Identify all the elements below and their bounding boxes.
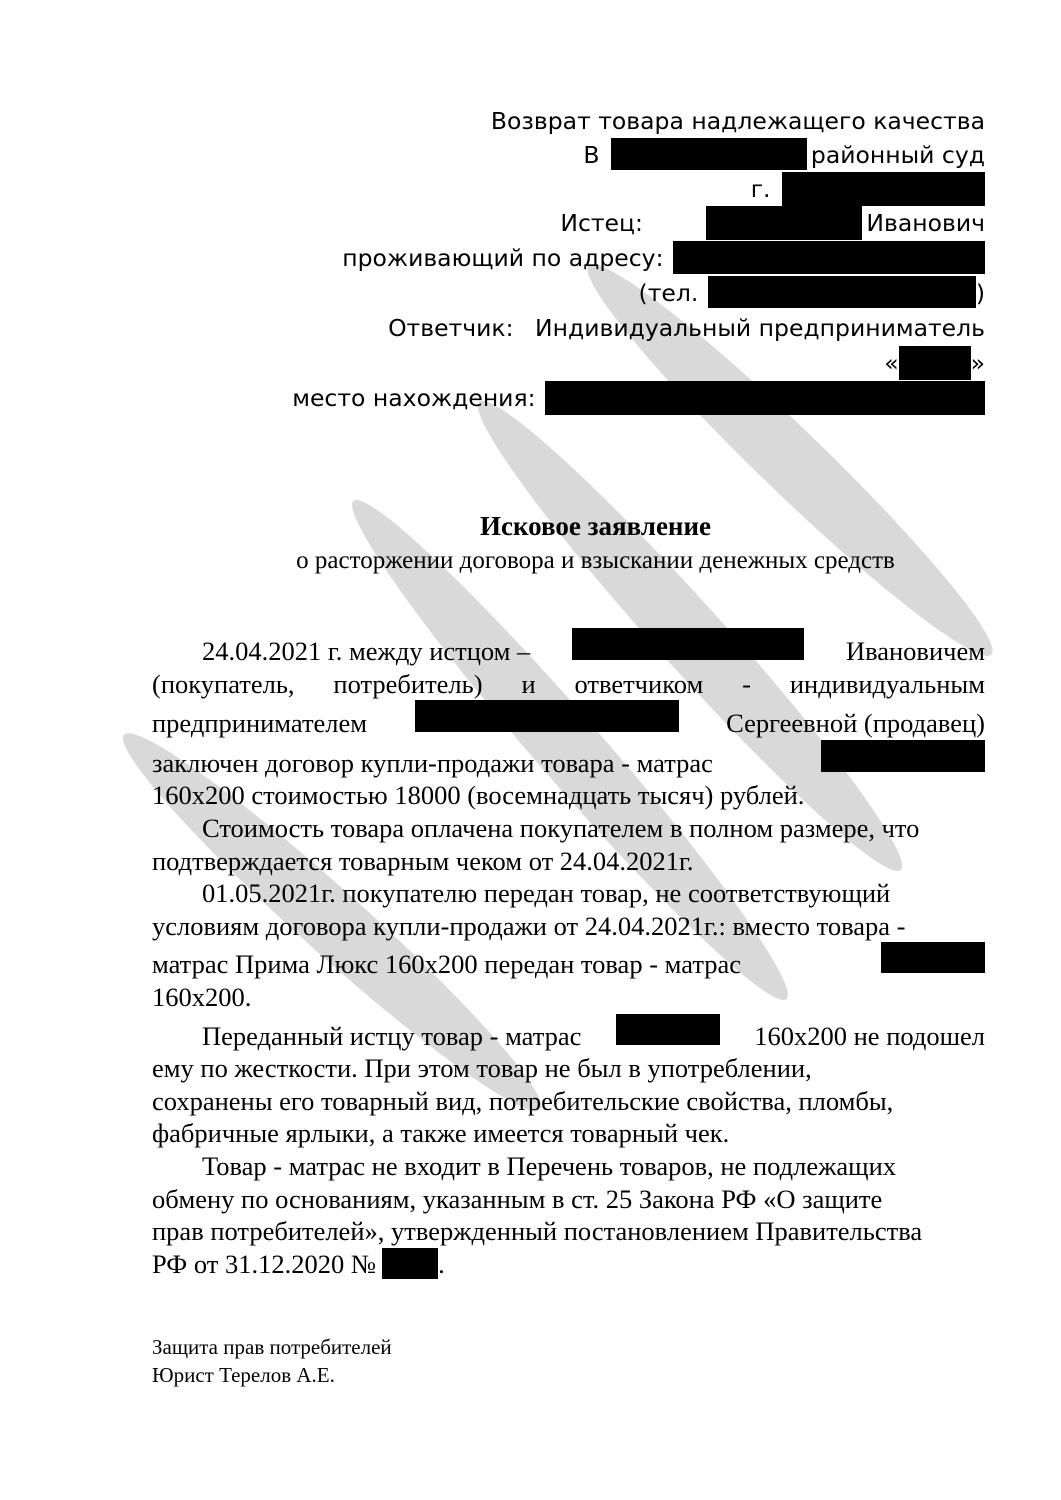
redacted-plaintiff-fullname: [572, 628, 804, 660]
text: фабричные ярлыки, а также имеется товарный чек.: [152, 1118, 730, 1149]
court-line: [583, 138, 985, 172]
paragraph-4-line-3: [152, 1085, 985, 1118]
text: обмену по основаниям, указанным в ст. 25 Закона РФ «О защите: [152, 1183, 883, 1214]
text: 160х200 не подошел: [754, 1020, 985, 1051]
plaintiff-label: Истец:: [560, 209, 643, 237]
text: Товар - матрас не входит в Перечень товаров, не подлежащих: [202, 1150, 896, 1181]
redacted-defendant-name: [899, 346, 971, 380]
paragraph-3-line-2: [152, 910, 985, 943]
city-line: [751, 172, 985, 206]
paragraph-4-line-2: [152, 1052, 985, 1085]
text: ответчиком: [574, 668, 704, 699]
paragraph-1-line-3: [152, 700, 985, 740]
paragraph-3-line-3: [152, 942, 985, 981]
signature-organization: Защита прав потребителей: [152, 1335, 392, 1359]
text: Ивановичем: [845, 636, 985, 666]
document-subtitle: о расторжении договора и взыскании денежных средств: [296, 547, 895, 574]
text: РФ от 31.12.2020 №: [152, 1248, 377, 1279]
text: сохранены его товарный вид, потребительские свойства, пломбы,: [152, 1085, 894, 1116]
text: заключен договор купли-продажи товара - матрас: [152, 747, 713, 778]
redacted-plaintiff-name: [706, 206, 862, 240]
text: условиям договора купли-продажи от 24.04.2021г.: вместо товара -: [152, 910, 906, 941]
paragraph-5-line-4: [152, 1248, 985, 1281]
plaintiff-patronymic: Иванович: [866, 209, 985, 237]
claim-body: [152, 628, 985, 1280]
redacted-defendant-fullname: [415, 700, 679, 732]
text: и: [521, 668, 536, 699]
location-label: место нахождения:: [292, 384, 536, 412]
address-label: проживающий по адресу:: [342, 244, 664, 272]
text: 01.05.2021г. покупателю передан товар, не соответствующий: [202, 878, 891, 909]
paragraph-3-line-4: [152, 981, 985, 1014]
text: Переданный истцу товар - матрас: [202, 1020, 582, 1051]
return-type-line: [491, 104, 985, 138]
redacted-phone: [708, 276, 976, 308]
paragraph-4-line-4: [152, 1117, 985, 1150]
paragraph-1-line-2: [152, 668, 985, 701]
paragraph-1-line-1: [152, 628, 985, 668]
paragraph-2-line-1: [152, 812, 985, 845]
text: подтверждается товарным чеком от 24.04.2021г.: [152, 845, 694, 876]
defendant-line: [388, 311, 985, 345]
signature-block: [152, 1333, 392, 1389]
text: (покупатель,: [152, 668, 295, 699]
plaintiff-line: [560, 206, 985, 240]
paragraph-5-line-2: [152, 1183, 985, 1216]
document-title: Исковое заявление: [479, 511, 712, 541]
defendant-name-line: [884, 346, 985, 380]
redacted-decree-number: [382, 1248, 438, 1279]
paragraph-1-line-4: [152, 740, 985, 780]
text: прав потребителей», утвержденный постановлением Правительства: [152, 1216, 923, 1247]
paragraph-5-line-1: [152, 1150, 985, 1183]
defendant-label: Ответчик:: [388, 314, 514, 342]
address-line: [342, 241, 985, 275]
court-prefix: В: [583, 141, 600, 169]
city-prefix: г.: [750, 175, 771, 203]
text: потребитель): [333, 668, 483, 699]
paragraph-4-line-1: [152, 1014, 985, 1053]
redacted-mattress-model: [616, 1014, 720, 1045]
text: 160х200 стоимостью 18000 (восемнадцать тысяч) рублей.: [152, 780, 805, 811]
redacted-city: [782, 172, 985, 206]
paragraph-1-line-5: [152, 779, 985, 812]
text: ему по жесткости. При этом товар не был в употреблении,: [152, 1053, 812, 1084]
redacted-court-name: [611, 138, 807, 170]
text: Сергеевной (продавец): [726, 708, 985, 739]
location-line: [292, 381, 985, 415]
text: индивидуальным: [789, 668, 985, 699]
phone-line: [639, 276, 985, 310]
redacted-mattress-model: [821, 740, 985, 772]
text: предпринимателем: [152, 708, 368, 739]
text: 160х200.: [152, 981, 252, 1012]
text: 24.04.2021 г. между истцом –: [202, 636, 531, 666]
text: матрас Прима Люкс 160х200 передан товар - матрас: [152, 949, 741, 980]
redacted-mattress-model: [881, 942, 985, 973]
quote-open: «: [884, 349, 899, 377]
paragraph-5-line-3: [152, 1215, 985, 1248]
court-suffix: районный суд: [810, 141, 985, 169]
text: Стоимость товара оплачена покупателем в полном размере, что: [202, 812, 920, 843]
signature-lawyer: Юрист Терелов А.Е.: [152, 1363, 335, 1387]
phone-prefix: (тел.: [638, 279, 699, 307]
text: -: [742, 668, 751, 699]
redacted-address: [673, 241, 985, 274]
phone-suffix: ): [975, 279, 985, 307]
quote-close: »: [970, 349, 985, 377]
redacted-location: [545, 381, 985, 415]
paragraph-3-line-1: [152, 877, 985, 910]
paragraph-2-line-2: [152, 845, 985, 878]
defendant-value: Индивидуальный предприниматель: [535, 314, 985, 342]
return-type-text: Возврат товара надлежащего качества: [490, 107, 985, 135]
text: .: [438, 1248, 445, 1279]
